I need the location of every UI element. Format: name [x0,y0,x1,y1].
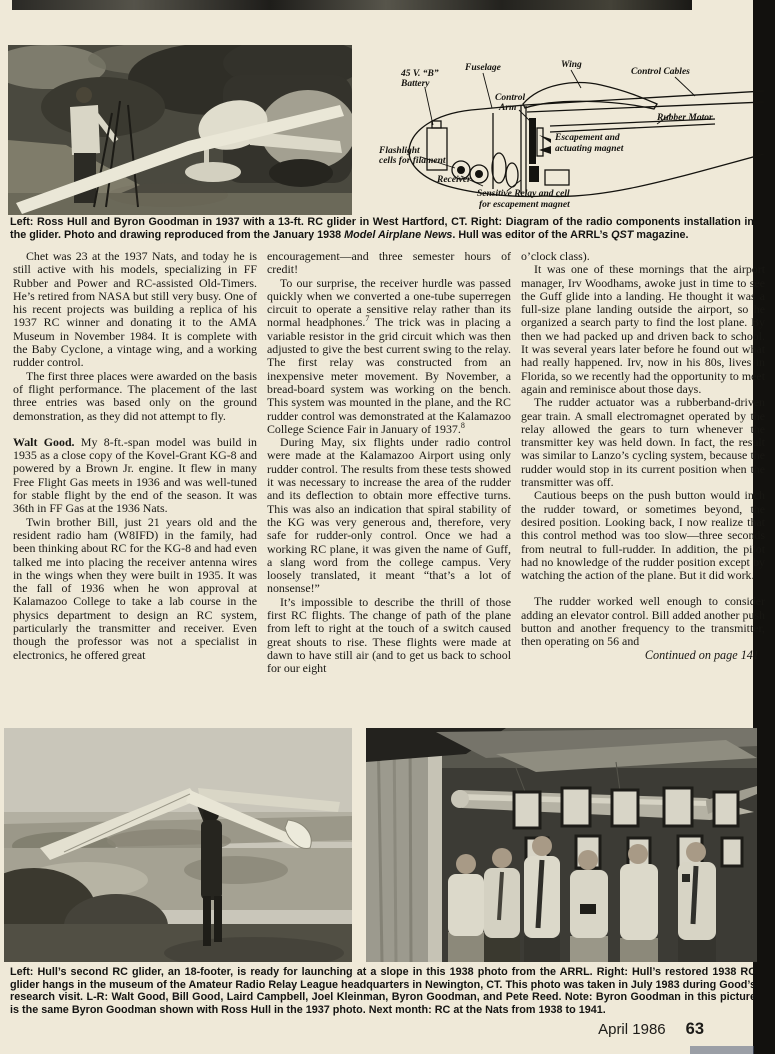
photo-slope-launch [4,728,352,962]
paragraph: It was one of these mornings that the airport manager, Irv Woodhams, awoke just in time to see the Guff glide into a landing. He thought it was a full-size plane landing outside the airport, so he organized a search party to find the lost plane. By then we had packed up and driven back to school. It was several years later before he found out what had really happened. Irv, now in his 80s, lives in Florida, so we recently had the opportunity to meet again and reminisce about those days. [521,262,765,396]
article-body [13,250,765,676]
diagram-label-fuselage: Fuselage [465,63,501,73]
paragraph: It’s impossible to describe the thrill of those first RC flights. The change of path of the plane from left to right at the touch of a switch caused great shouts to rise. These flights were made at dawn to have still air (and to get us back to school for our eight [267,594,511,676]
diagram-label-receiver: Receiver [437,175,471,185]
diagram-label-escapement-line1: Escapement and [555,133,620,143]
scan-artifact-bottom [690,1046,754,1054]
top-caption-text-3: magazine. [633,228,689,241]
scan-artifact-top [12,0,692,10]
diagram-radio-installation [375,58,765,212]
footer-page-number: 63 [685,1020,704,1038]
paragraph: The rudder worked well enough to consider adding an elevator control. Bill added another push button and another frequency to the transmitter, then operating on 56 and [521,594,765,649]
photo-museum-group-image [366,728,757,962]
diagram-label-control-arm-line1: Control [495,93,526,103]
paragraph: Chet was 23 at the 1937 Nats, and today he is still active with his models, specializing in FF Rubber and Power and RC-assisted Old-Timers. He’s retired from NASA but still very busy. One of his recent projects was building a replica of his 1937 RC winner and donating it to the AMA Museum in November 1984. It is complete with the Baby Cyclone, a vintage wing, and a working rudder control. [13,249,257,370]
continued-notice: Continued on page 141 [644,647,759,662]
footer-issue-date: April 1986 [598,1021,666,1038]
bottom-caption: Left: Hull’s second RC glider, an 18-footer, is ready for launching at a slope in this 1938 photo from the ARRL. Right: Hull’s restored 1938 RC glider hangs in the museum of the Amateur Radio Relay League headquarters in Newington, CT. This photo was taken in July 1983 during Good’s research visit. L-R: Walt Good, Bill Good, Laird Campbell, Joel Kleinman, Byron Goodman, and Pete Reed. Note: Byron Goodman in this picture is the same Byron Goodman shown with Ross Hull in the 1937 photo. Next month: RC at the Nats from 1938 to 1941. [10,966,756,1016]
diagram-label-control-arm-line2: Arm [499,103,517,113]
top-caption-italic-2: QST [611,228,634,241]
paragraph-text: My 8-ft.-span model was build in 1935 as a close copy of the Kovel-Grant KG-8 and powered by a Brown Jr. engine. It flew in many Free Flight Gas meets in 1936 and was well-tuned for stable flight by the end of the season. It was 36th in FF Gas at the 1936 Nats. [13,434,258,516]
top-caption-italic-1: Model Airplane News [344,228,453,241]
diagram-glider-cutaway [375,58,765,212]
diagram-label-wing: Wing [561,60,582,70]
diagram-label-battery-line1: 45 V. “B” [401,69,439,79]
paragraph-text: The trick was in placing a variable resistor in the grid circuit which was then adjusted to give the best current swing to the relay. The first relay was constructed from an inexpensive meter movement. By November, a bread-board system was working on the bench. This system was mounted in the plane, and the RC rudder control was demonstrated at the Kalamazoo College Science Fair in January of 1937. [267,315,511,436]
photo-museum-group [366,728,757,962]
article-column-3 [521,250,765,676]
diagram-label-flashlight-line1: Flashlight [379,146,420,156]
paragraph: Twin brother Bill, just 21 years old and the resident radio ham (W8IFD) in the family, had been thinking about RC for the KG-8 and had even talked me into placing the receiver antenna wires in the wings when they were built in 1935. It was the fall of 1936 when he won approval at Kalamazoo College to take a lab course in the physics department to design an RC system, particularly the transmitter and receiver. Even though the professor was not a specialist in electronics, he offered great [13,514,257,662]
photo-ross-hull-glider [8,45,352,215]
paragraph-text: To our surprise, the receiver hurdle was passed quickly when we converted a one-tube superregen circuit to operate a sensitive relay rather than its normal headphones. [267,275,511,330]
footnote-ref-8: 8 [460,420,465,430]
diagram-label-control-cables: Control Cables [631,67,690,77]
diagram-label-escapement-line2: actuating magnet [555,144,624,154]
top-caption-text-2: . Hull was editor of the ARRL’s [452,228,612,241]
page-footer [0,1020,704,1039]
paragraph: During May, six flights under radio control were made at the Kalamazoo Airport using only rudder control. The results from these tests showed it was necessary to increase the area of the rudder and its deflection to obtain more effective turns. This was also an indication that spiral stability of the KG was very generous and, therefore, very safe for rudder-only control. Once we had a working RC plane, it was given the name of Guff, a slang word from the college campus. Very loosely translated, it meant “that’s a lot of nonsense!” [267,435,511,596]
diagram-label-relay-line1: Sensitive Relay and cell [477,189,570,199]
diagram-label-rubber-motor: Rubber Motor [657,113,713,123]
diagram-label-flashlight-line2: cells for filament [379,156,446,166]
top-caption-text-1: Left: Ross Hull and Byron Goodman in 1937 with a 13-ft. RC glider in West Hartford, CT. Right: Diagram of the radio components installation in the glider. Photo and drawing reproduced from the January 1938 [10,216,754,241]
paragraph: encouragement—and three semester hours of credit! [267,249,511,277]
article-column-1 [13,250,257,676]
diagram-label-relay-line2: for escapement magnet [479,200,570,210]
paragraph: The rudder actuator was a rubberband-driven gear train. A small electromagnet operated by the relay allowed the gears to turn whenever the transmitter key was held down. In fact, the result was similar to Lanzo’s cycling system, because the rudder would stop in its current position when the transmitter was off. [521,395,765,490]
paragraph: o’clock class). [521,249,590,263]
top-caption [10,216,754,241]
paragraph [13,436,257,516]
diagram-label-battery-line2: Battery [401,79,430,89]
footnote-ref-7: 7 [365,314,370,324]
paragraph: Cautious beeps on the push button would inch the rudder toward, or sometimes beyond, the desired position. Looking back, I now realize that this control method was too slow—three seconds from neutral to full-rudder. In addition, the pilot had no knowledge of the rudder position except by watching the action of the plane. But it did work. [521,488,765,583]
article-column-2 [267,250,511,676]
paragraph [267,277,511,437]
paragraph: The first three places were awarded on the basis of flight performance. The placement of the last three entries was based only on the ground demonstration, as they did not attempt to fly. [13,368,257,423]
photo-slope-launch-image [4,728,352,962]
photo-ross-hull-glider-image [8,45,352,215]
paragraph-lead: Walt Good. [13,434,75,449]
